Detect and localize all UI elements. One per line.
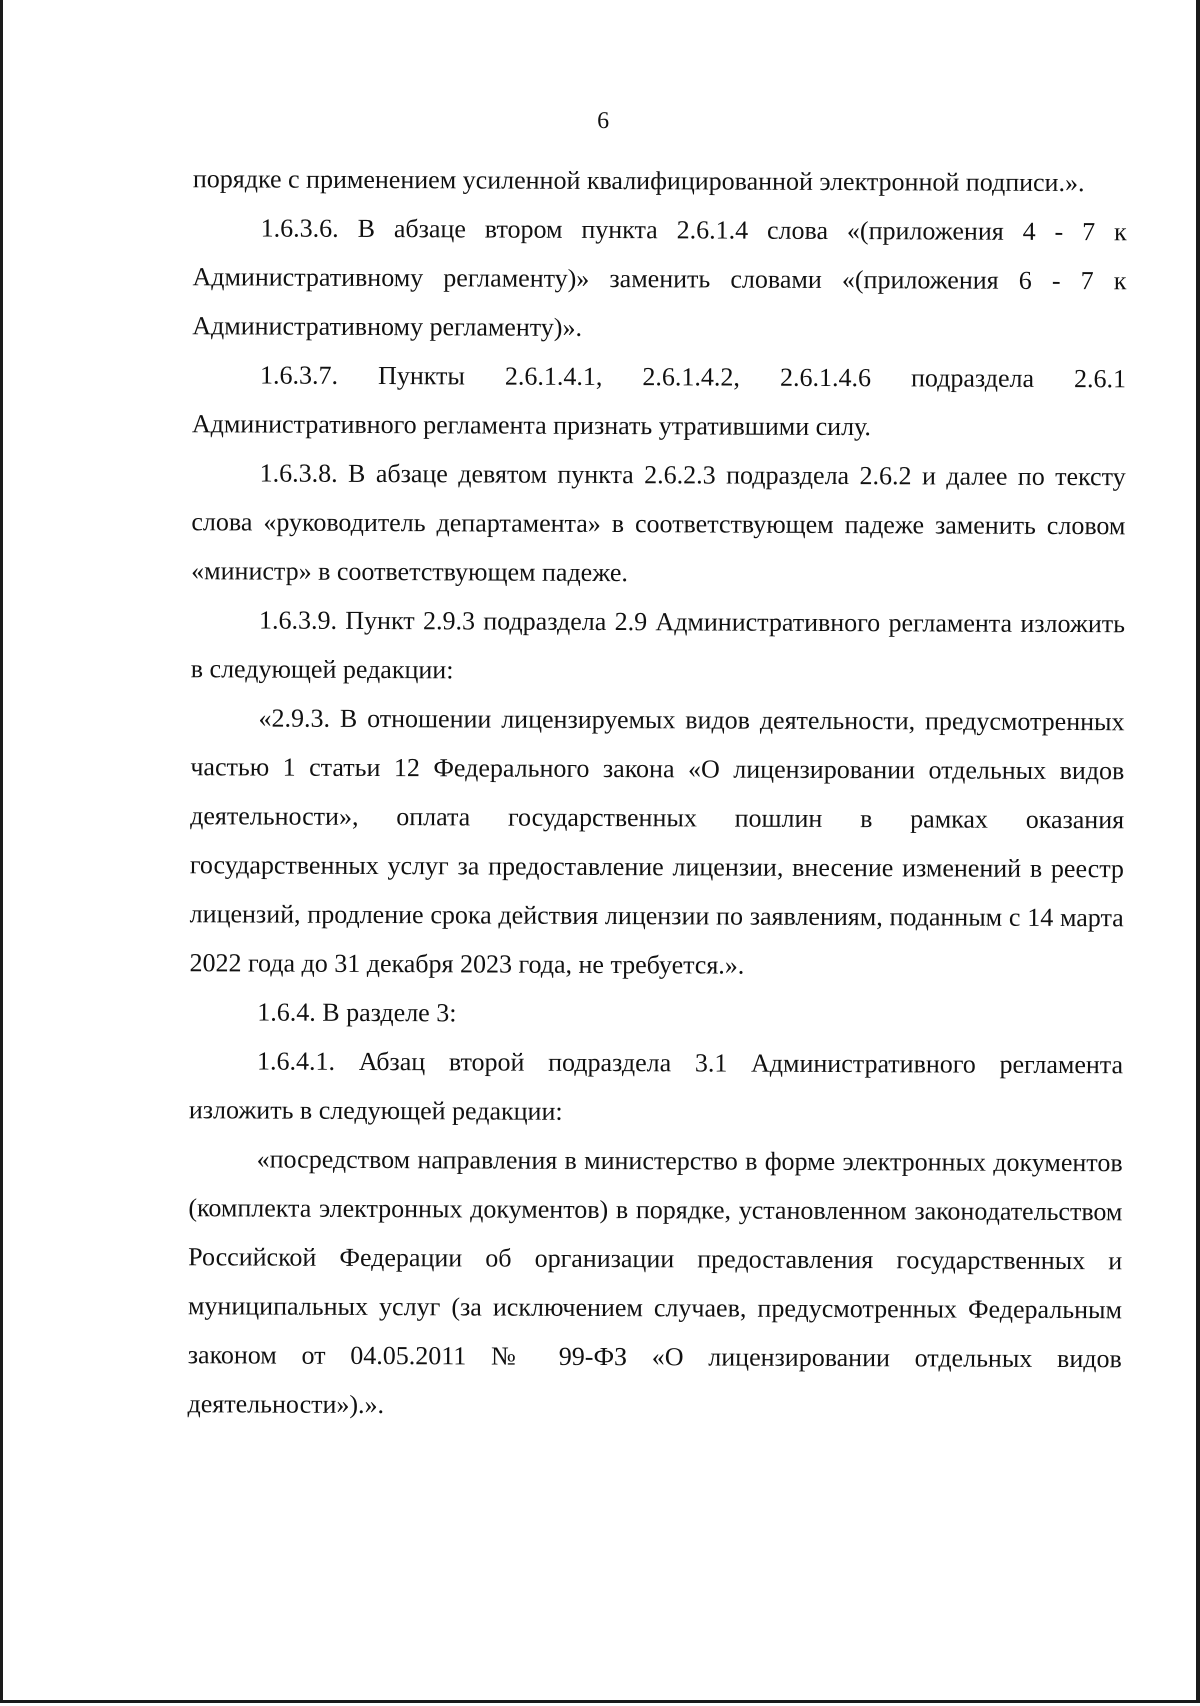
paragraph-1-6-3-7: 1.6.3.7. Пункты 2.6.1.4.1, 2.6.1.4.2, 2.6.1.4.6 подраздела 2.6.1 Административного регламента признать утратившими силу. (191, 360, 1127, 442)
document-body (187, 154, 1127, 1432)
paragraph-1-6-3-6: 1.6.3.6. В абзаце втором пункта 2.6.1.4 слова «(приложения 4 - 7 к Административному регламенту)» заменить словами «(приложения 6 - 7 к Административному регламенту)». (192, 213, 1127, 342)
paragraph-1-6-3-8: 1.6.3.8. В абзаце девятом пункта 2.6.2.3 подраздела 2.6.2 и далее по тексту слова «руководитель департамента» в соответствующем падеже заменить словом «министр» в соответствующем падеже. (191, 458, 1126, 588)
paragraph-quote-2-9-3: «2.9.3. В отношении лицензируемых видов деятельности, предусмотренных частью 1 статьи 12 Федерального закона «О лицензировании отдельных видов деятельности», оплата государственных пошлин в рамках оказания государственных услуг за предоставление лицензии, внесение изменений в реестр лицензий, продление срока действия лицензии по заявлениям, поданным с 14 марта 2022 года до 31 декабря 2023 года, не требуется.». (189, 703, 1125, 980)
paragraph-1-6-4: 1.6.4. В разделе 3: (257, 997, 457, 1028)
paragraph-1-6-3-9: 1.6.3.9. Пункт 2.9.3 подраздела 2.9 Административного регламента изложить в следующей редакции: (190, 605, 1126, 685)
page-number: 6 (597, 107, 610, 135)
paragraph-quote-3-1: «посредством направления в министерство в форме электронных документов (комплекта электронных документов) в порядке, установленном законодательством Российской Федерации об организации предоставления государственных и муниципальных услуг (за исключением случаев, предусмотренных Федеральным законом от 04.05.2011 № 99-ФЗ «О лицензировании отдельных видов деятельности»).». (187, 1144, 1123, 1420)
paragraph-continuation: порядке с применением усиленной квалифицированной электронной подписи.». (192, 164, 1085, 198)
paragraph-1-6-4-1: 1.6.4.1. Абзац второй подраздела 3.1 Административного регламента изложить в следующей редакции: (188, 1046, 1124, 1126)
